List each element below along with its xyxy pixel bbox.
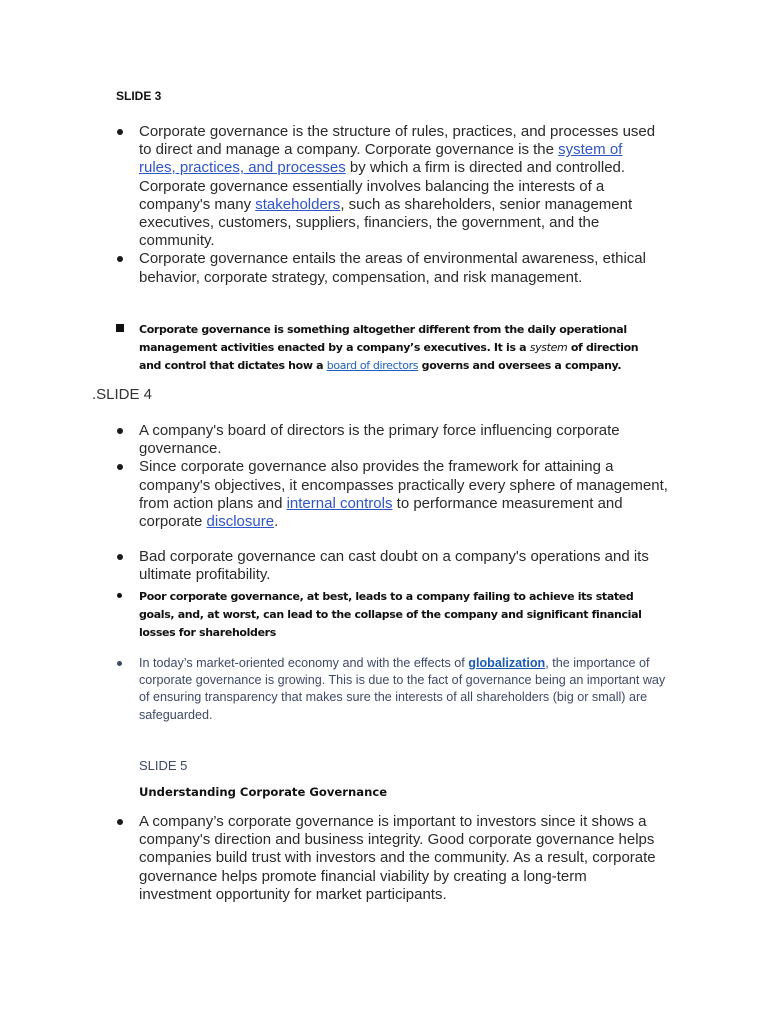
list-item: In today’s market-oriented economy and with the effects of globalization, the importance of corporate governance is growing. This is due to the fact of governance being an important way of ensuring transparency that makes sure the interests of all shareholders (big or small) are safeguarded. [116,655,676,724]
slide-3-bullets [116,123,661,287]
list-item: A company’s corporate governance is important to investors since it shows a company's direction and business integrity. Good corporate governance helps companies build trust with investors and the community. As a result, corporate governance helps promote financial viability by creating a long-term investment opportunity for market participants. [116,813,661,904]
link-disclosure[interactable]: disclosure [206,513,275,531]
slide-3-bold-bullets [116,321,661,375]
slide-5-bullets [116,813,661,904]
list-item: Corporate governance entails the areas of environmental awareness, ethical behavior, corporate strategy, compensation, and risk management. [116,250,661,286]
slide-5-label: SLIDE 5 [139,758,188,773]
list-item: Bad corporate governance can cast doubt on a company's operations and its ultimate profitability. [116,548,672,584]
slide-3-label: SLIDE 3 [116,89,162,103]
list-item: Corporate governance is something altogether different from the daily operational management activities enacted by a company’s executives. It is a system of direction and control that dictates how a board of directors governs and oversees a company. [116,321,661,375]
slide-4-bullets [116,422,672,585]
link-globalization[interactable]: globalization [468,656,546,670]
link-internal-controls[interactable]: internal controls [286,494,393,512]
section-heading: Understanding Corporate Governance [139,785,388,799]
link-system-of-rules[interactable]: system of rules, practices, and processes [139,141,623,177]
slide-4-bold-bullets [116,588,672,642]
link-stakeholders[interactable]: stakeholders [255,195,341,213]
list-item: Since corporate governance also provides the framework for attaining a company's objectives, it encompasses practically every sphere of management, from action plans and internal controls to performance measurement and corporate disclosure. [116,458,672,531]
slide-4-blue-bullets [116,655,676,724]
link-board-of-directors[interactable]: board of directors [326,359,419,372]
list-item: A company's board of directors is the primary force influencing corporate governance. [116,422,672,458]
slide-4-label: .SLIDE 4 [92,386,153,403]
list-item: Poor corporate governance, at best, leads to a company failing to achieve its stated goals, and, at worst, can lead to the collapse of the company and significant financial losses for shareholders [116,588,672,642]
list-item: Corporate governance is the structure of rules, practices, and processes used to direct and manage a company. Corporate governance is the system of rules, practices, and processes by which a firm is directed and controlled. Corporate governance essentially involves balancing the interests of a company's many stakeholders, such as shareholders, senior management executives, customers, suppliers, financiers, the government, and the community. [116,123,661,250]
